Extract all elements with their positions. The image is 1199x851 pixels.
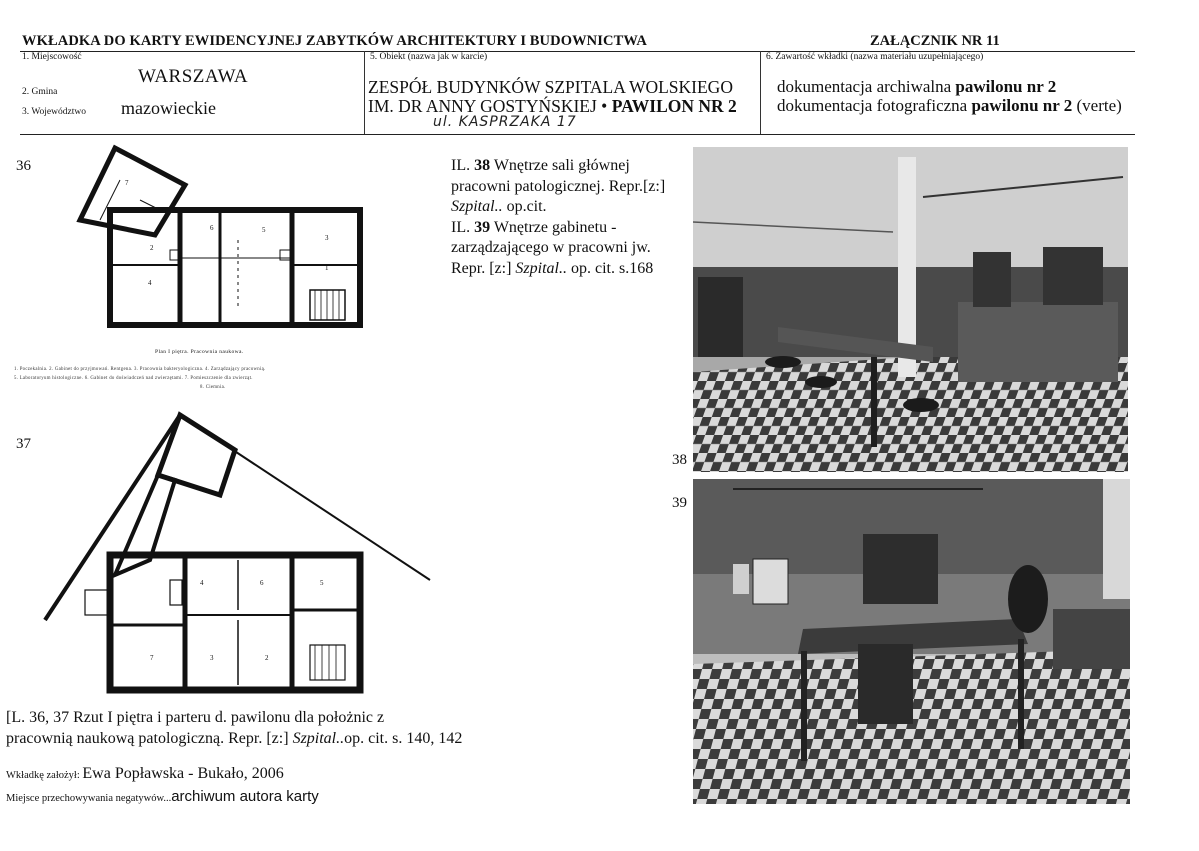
il-39-number: 39: [474, 218, 491, 236]
field-divider-1: [364, 51, 365, 134]
il-39-source: Szpital..: [515, 259, 567, 277]
svg-text:3: 3: [210, 654, 214, 662]
commune-label: 2. Gmina: [22, 87, 58, 97]
caption-il-38: [451, 156, 681, 279]
voivodeship-label: 3. Województwo: [22, 107, 86, 117]
svg-text:4: 4: [200, 579, 204, 587]
locality-label: 1. Miejscowość: [22, 52, 82, 62]
field-divider-2: [760, 51, 761, 134]
svg-text:2: 2: [150, 244, 154, 252]
header-bottom-rule: [20, 134, 1135, 135]
plan-36-legend-3: 8. Ciemnia.: [200, 385, 226, 390]
plan-36-legend-2: 5. Laboratoryum histologiczne. 6. Gabinet do doświadczeń nad zwierzętami. 7. Pomieszczenie dla zwierząt.: [14, 376, 253, 381]
photo-39-office-interior: [693, 479, 1130, 804]
svg-text:6: 6: [210, 224, 214, 232]
handwritten-address: ul. KASPRZAKA 17: [433, 114, 577, 130]
author-line: [6, 765, 284, 783]
insert-title: WKŁADKA DO KARTY EWIDENCYJNEJ ZABYTKÓW ARCHITEKTURY I BUDOWNICTWA: [22, 33, 647, 49]
contents-line-1-prefix: dokumentacja archiwalna: [777, 77, 956, 96]
contents-label: 6. Zawartość wkładki (nazwa materiału uzupełniającego): [766, 52, 984, 62]
figure-38-number: 38: [672, 452, 687, 468]
il-38-text-c: op.cit.: [502, 198, 547, 215]
plan-36-legend-1: 1. Poczekalnia. 2. Gabinet do przyjmowań. Rentgena. 3. Pracownia bakteryologiczna. 4. Zarządzający pracownią.: [14, 367, 266, 372]
contents-line-2-suffix: (verte): [1072, 96, 1122, 115]
object-line-2: [368, 96, 737, 116]
il-39-text-c: Repr. [z:]: [451, 259, 516, 277]
storage-label: Miejsce przechowywania negatywów...: [6, 793, 172, 804]
figure-37-number: 37: [16, 436, 31, 452]
floor-plan-36: [70, 140, 370, 340]
annex-number: ZAŁĄCZNIK NR 11: [870, 33, 1000, 49]
il-39-text-d: op. cit. s.168: [566, 259, 654, 277]
contents-line-1-bold: pawilonu nr 2: [955, 77, 1057, 96]
caption-il-36-37: [6, 708, 462, 749]
svg-text:5: 5: [262, 226, 266, 234]
il-38-prefix: IL.: [451, 157, 475, 174]
floor-plan-37: [40, 410, 440, 700]
svg-text:3: 3: [325, 234, 329, 242]
svg-text:5: 5: [320, 579, 324, 587]
il-38-text-a: Wnętrze sali głównej: [490, 157, 630, 174]
svg-text:6: 6: [260, 579, 264, 587]
il-36-37-line-1: [L. 36, 37 Rzut I piętra i parteru d. pawilonu dla położnic z: [6, 709, 385, 726]
author-value: Ewa Popławska - Bukało, 2006: [82, 765, 284, 782]
author-label: Wkładkę założył:: [6, 770, 83, 781]
storage-value: archiwum autora karty: [171, 788, 319, 805]
figure-36-number: 36: [16, 158, 31, 174]
il-39-text-b: zarządzającego w pracowni jw.: [451, 239, 651, 256]
svg-text:1: 1: [325, 264, 329, 272]
object-label: 5. Obiekt (nazwa jak w karcie): [370, 52, 488, 62]
storage-line: [6, 788, 319, 806]
contents-line-2-bold: pawilonu nr 2: [971, 96, 1073, 115]
svg-text:4: 4: [148, 279, 152, 287]
il-39-text-a: Wnętrze gabinetu -: [490, 218, 617, 236]
il-38-number: 38: [474, 157, 491, 174]
contents-line-2: [777, 96, 1122, 116]
svg-text:2: 2: [265, 654, 269, 662]
plan-36-caption: Plan I piętra. Pracownia naukowa.: [155, 349, 244, 355]
il-39-prefix: IL.: [451, 218, 475, 236]
il-36-37-line-2a: pracownią naukową patologiczną. Repr. [z:]: [6, 729, 293, 747]
object-pavilion: PAWILON NR 2: [611, 96, 737, 116]
il-38-text-b: pracowni patologicznej. Repr.[z:]: [451, 177, 666, 195]
photo-38-lab-interior: [693, 147, 1128, 472]
locality-value: WARSZAWA: [138, 66, 249, 87]
contents-line-1: [777, 77, 1056, 97]
il-38-source: Szpital..: [451, 198, 503, 215]
contents-line-2-prefix: dokumentacja fotograficzna: [777, 96, 972, 115]
object-line-2-prefix: IM. DR ANNY GOSTYŃSKIEJ •: [368, 96, 612, 116]
il-36-37-line-2b: op. cit. s. 140, 142: [344, 729, 463, 747]
object-line-1: ZESPÓŁ BUDYNKÓW SZPITALA WOLSKIEGO: [368, 77, 733, 97]
il-36-37-source: Szpital..: [292, 729, 345, 747]
svg-text:7: 7: [150, 654, 154, 662]
svg-text:7: 7: [125, 179, 129, 187]
figure-39-number: 39: [672, 495, 687, 511]
voivodeship-value: mazowieckie: [121, 98, 216, 118]
